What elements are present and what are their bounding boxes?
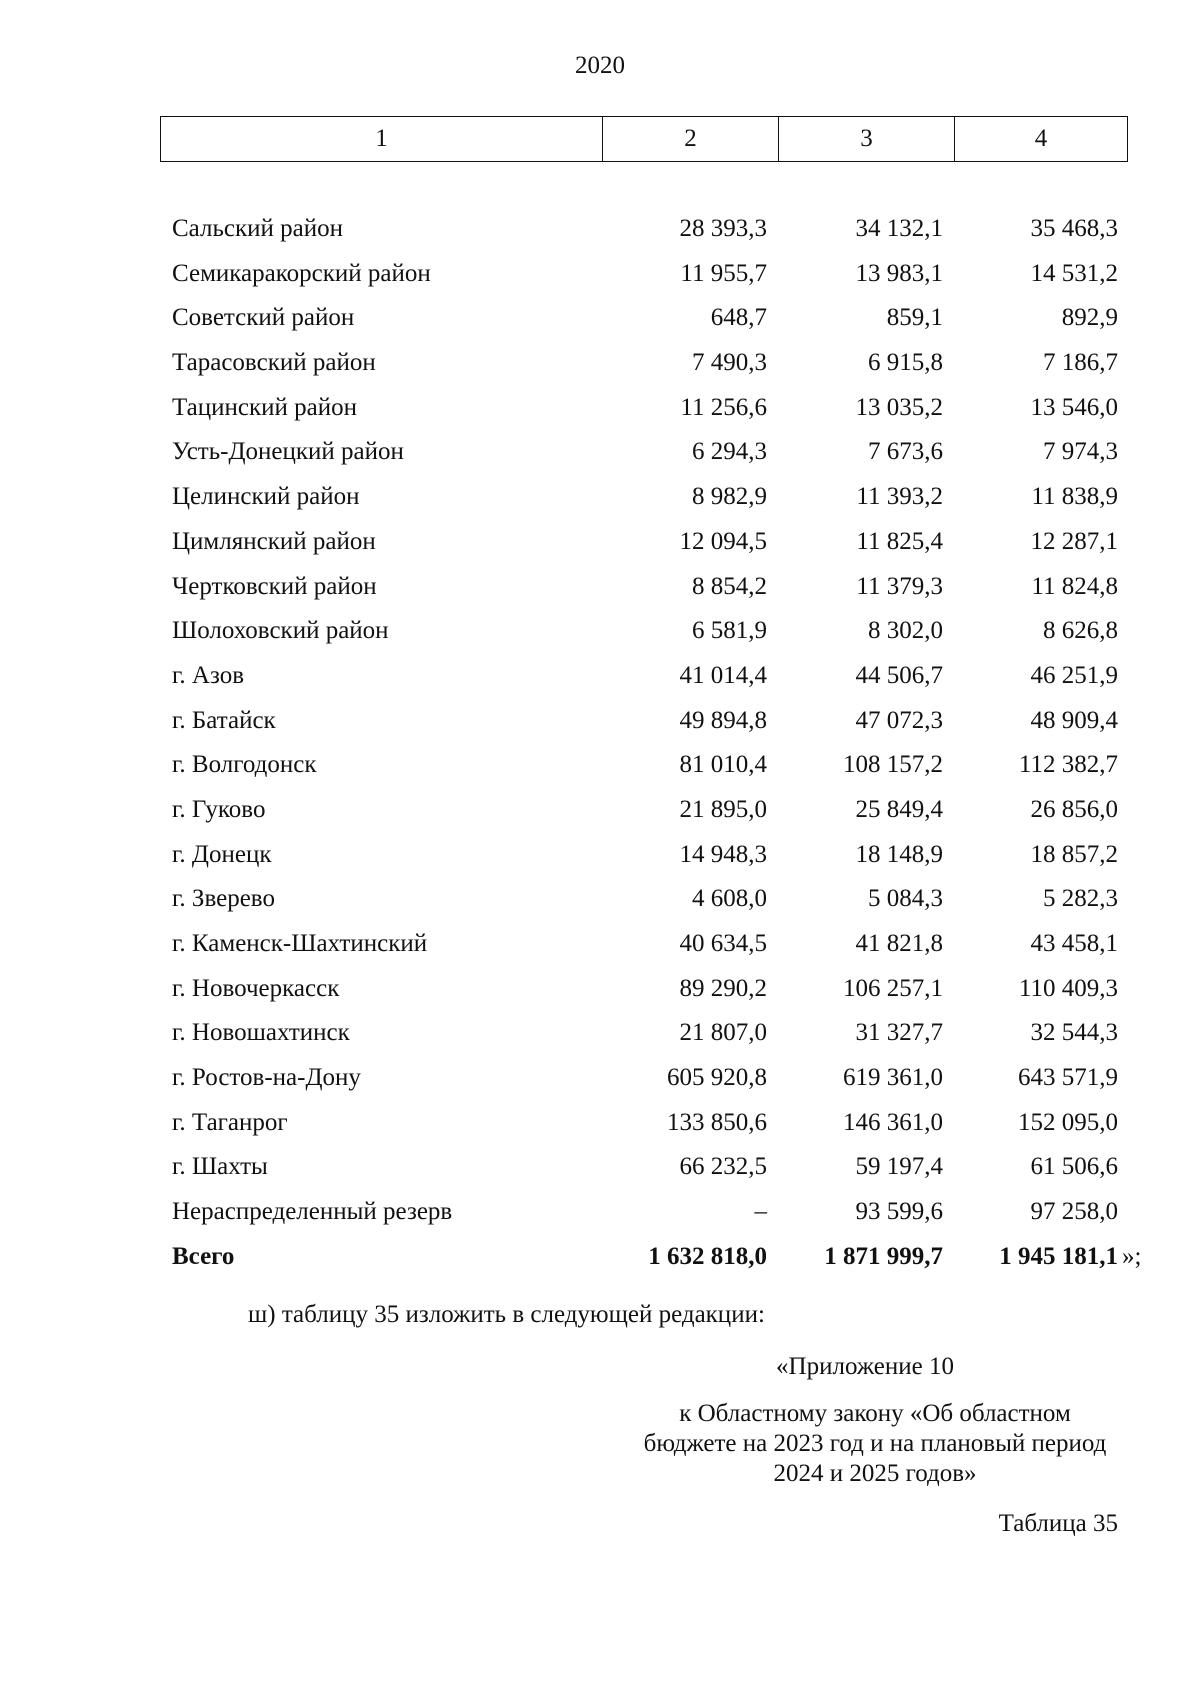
row-name: г. Батайск — [172, 706, 276, 734]
row-value-col3: 13 983,1 — [855, 259, 943, 287]
row-value-col2: 4 608,0 — [692, 885, 767, 913]
table-row — [0, 609, 1200, 654]
table-row — [0, 1101, 1200, 1146]
row-name: Советский район — [172, 304, 355, 332]
row-value-col2: 81 010,4 — [679, 751, 767, 779]
row-value-col2: 605 920,8 — [667, 1064, 767, 1092]
row-value-col4: 892,9 — [1061, 304, 1118, 332]
table-row — [0, 386, 1200, 431]
row-value-col3: 11 379,3 — [856, 572, 943, 600]
page-number: 2020 — [575, 52, 625, 79]
row-value-col3: 93 599,6 — [855, 1198, 943, 1226]
row-name: г. Каменск-Шахтинский — [172, 930, 428, 957]
row-value-col3: 44 506,7 — [855, 661, 943, 689]
row-value-col2: 11 256,6 — [680, 393, 767, 421]
row-value-col3: 108 157,2 — [843, 751, 943, 779]
row-value-col3: 5 084,3 — [868, 885, 943, 913]
row-name: Цимлянский район — [172, 527, 376, 555]
row-value-col4: 61 506,6 — [1030, 1153, 1118, 1181]
table-row — [0, 252, 1200, 297]
table-row — [0, 833, 1200, 878]
row-value-col2: 21 807,0 — [679, 1019, 767, 1047]
row-name: г. Зверево — [172, 885, 275, 913]
row-value-col2: 12 094,5 — [679, 527, 767, 555]
row-name: г. Новошахтинск — [172, 1019, 350, 1047]
row-value-col3: 11 393,2 — [856, 483, 943, 511]
row-value-col4: 46 251,9 — [1030, 661, 1118, 689]
row-value-col4: 7 186,7 — [1043, 349, 1118, 377]
row-value-col2: 11 955,7 — [680, 259, 767, 287]
row-value-col3: 6 915,8 — [868, 349, 943, 377]
row-value-col3: 18 148,9 — [855, 840, 943, 868]
row-name: г. Донецк — [172, 840, 272, 868]
table-row — [0, 296, 1200, 341]
row-name: Семикаракорский район — [172, 259, 431, 287]
row-value-col3: 619 361,0 — [843, 1064, 943, 1092]
table-row — [0, 1145, 1200, 1190]
instruction-paragraph: ш) таблицу 35 изложить в следующей редакции: — [248, 1301, 765, 1328]
row-value-col2: 49 894,8 — [679, 706, 767, 734]
row-value-col2: 28 393,3 — [679, 215, 767, 242]
row-value-col2: 66 232,5 — [679, 1153, 767, 1181]
total-label: Всего — [172, 1242, 235, 1270]
appendix-title: «Приложение 10 — [776, 1353, 954, 1380]
row-value-col4: 11 838,9 — [1031, 483, 1118, 511]
row-value-col2: 6 581,9 — [692, 617, 767, 645]
table-row — [0, 967, 1200, 1012]
column-header-3: 3 — [779, 117, 955, 161]
row-value-col3: 47 072,3 — [855, 706, 943, 734]
data-table-body — [0, 207, 1200, 1280]
row-name: г. Ростов-на-Дону — [172, 1064, 361, 1092]
total-value-col2: 1 632 818,0 — [648, 1242, 767, 1270]
row-value-col2: 40 634,5 — [679, 930, 767, 957]
table-row — [0, 1190, 1200, 1235]
row-value-col2: 7 490,3 — [692, 349, 767, 377]
row-value-col4: 110 409,3 — [1018, 974, 1118, 1002]
appendix-description: к Областному закону «Об областном бюджете на 2023 год и на плановый период 2024 и 2025 годов» — [643, 1400, 1107, 1487]
row-value-col3: 31 327,7 — [855, 1019, 943, 1047]
row-value-col4: 13 546,0 — [1030, 393, 1118, 421]
table-row — [0, 475, 1200, 520]
row-value-col3: 8 302,0 — [868, 617, 943, 645]
table-row — [0, 1011, 1200, 1056]
row-value-col4: 112 382,7 — [1018, 751, 1118, 779]
row-name: Целинский район — [172, 483, 360, 511]
row-name: г. Волгодонск — [172, 751, 317, 779]
row-value-col2: 14 948,3 — [679, 840, 767, 868]
row-value-col2: 21 895,0 — [679, 795, 767, 823]
row-value-col4: 35 468,3 — [1030, 215, 1118, 242]
total-row — [0, 1235, 1200, 1280]
row-name: Шолоховский район — [172, 617, 389, 645]
table-row — [0, 922, 1200, 967]
row-name: г. Таганрог — [172, 1108, 288, 1136]
row-value-col3: 41 821,8 — [855, 930, 943, 957]
row-value-col4: 7 974,3 — [1043, 438, 1118, 466]
row-value-col4: 152 095,0 — [1018, 1108, 1118, 1136]
row-value-col3: 106 257,1 — [843, 974, 943, 1002]
row-value-col3: 859,1 — [886, 304, 943, 332]
table-row — [0, 207, 1200, 252]
total-value-col4: 1 945 181,1 — [999, 1242, 1118, 1270]
row-value-col4: 26 856,0 — [1030, 795, 1118, 823]
row-value-col4: 43 458,1 — [1030, 930, 1118, 957]
row-name: г. Азов — [172, 661, 245, 689]
column-header-4: 4 — [1034, 125, 1048, 152]
row-value-col3: 7 673,6 — [868, 438, 943, 466]
table-row — [0, 565, 1200, 610]
row-name: Сальский район — [172, 215, 343, 242]
column-header-2: 2 — [603, 117, 779, 161]
row-value-col4: 8 626,8 — [1043, 617, 1118, 645]
row-value-col4: 5 282,3 — [1043, 885, 1118, 913]
total-value-col3: 1 871 999,7 — [824, 1242, 943, 1270]
row-value-col3: 13 035,2 — [855, 393, 943, 421]
closing-quote: »; — [1122, 1242, 1142, 1270]
row-name: г. Новочеркасск — [172, 974, 340, 1002]
row-name: Нераспределенный резерв — [172, 1198, 453, 1226]
row-value-col4: 643 571,9 — [1018, 1064, 1118, 1092]
row-value-col2: 89 290,2 — [679, 974, 767, 1002]
row-name: Тарасовский район — [172, 349, 376, 377]
row-value-col2: – — [754, 1198, 767, 1226]
row-name: Усть-Донецкий район — [172, 438, 404, 466]
column-header-row — [160, 116, 1128, 162]
row-value-col3: 146 361,0 — [843, 1108, 943, 1136]
table-row — [0, 341, 1200, 386]
table-row — [0, 743, 1200, 788]
row-value-col2: 6 294,3 — [692, 438, 767, 466]
row-value-col3: 11 825,4 — [856, 527, 943, 555]
column-header-1: 1 — [161, 117, 603, 161]
table-row — [0, 1056, 1200, 1101]
row-name: г. Гуково — [172, 795, 266, 823]
row-value-col2: 133 850,6 — [667, 1108, 767, 1136]
row-value-col4: 14 531,2 — [1030, 259, 1118, 287]
row-value-col4: 12 287,1 — [1030, 527, 1118, 555]
table-label: Таблица 35 — [998, 1510, 1118, 1537]
row-name: г. Шахты — [172, 1153, 268, 1181]
row-value-col4: 48 909,4 — [1030, 706, 1118, 734]
row-name: Тацинский район — [172, 393, 357, 421]
table-row — [0, 654, 1200, 699]
table-row — [0, 520, 1200, 565]
row-value-col2: 8 854,2 — [692, 572, 767, 600]
table-row — [0, 788, 1200, 833]
table-row — [0, 430, 1200, 475]
table-row — [0, 699, 1200, 744]
row-value-col4: 11 824,8 — [1031, 572, 1118, 600]
row-value-col2: 41 014,4 — [679, 661, 767, 689]
row-value-col4: 97 258,0 — [1030, 1198, 1118, 1226]
row-value-col3: 34 132,1 — [855, 215, 943, 242]
row-value-col4: 18 857,2 — [1030, 840, 1118, 868]
row-value-col3: 59 197,4 — [855, 1153, 943, 1181]
row-name: Чертковский район — [172, 572, 377, 600]
row-value-col2: 648,7 — [710, 304, 767, 332]
row-value-col2: 8 982,9 — [692, 483, 767, 511]
row-value-col3: 25 849,4 — [855, 795, 943, 823]
row-value-col4: 32 544,3 — [1030, 1019, 1118, 1047]
table-row — [0, 877, 1200, 922]
